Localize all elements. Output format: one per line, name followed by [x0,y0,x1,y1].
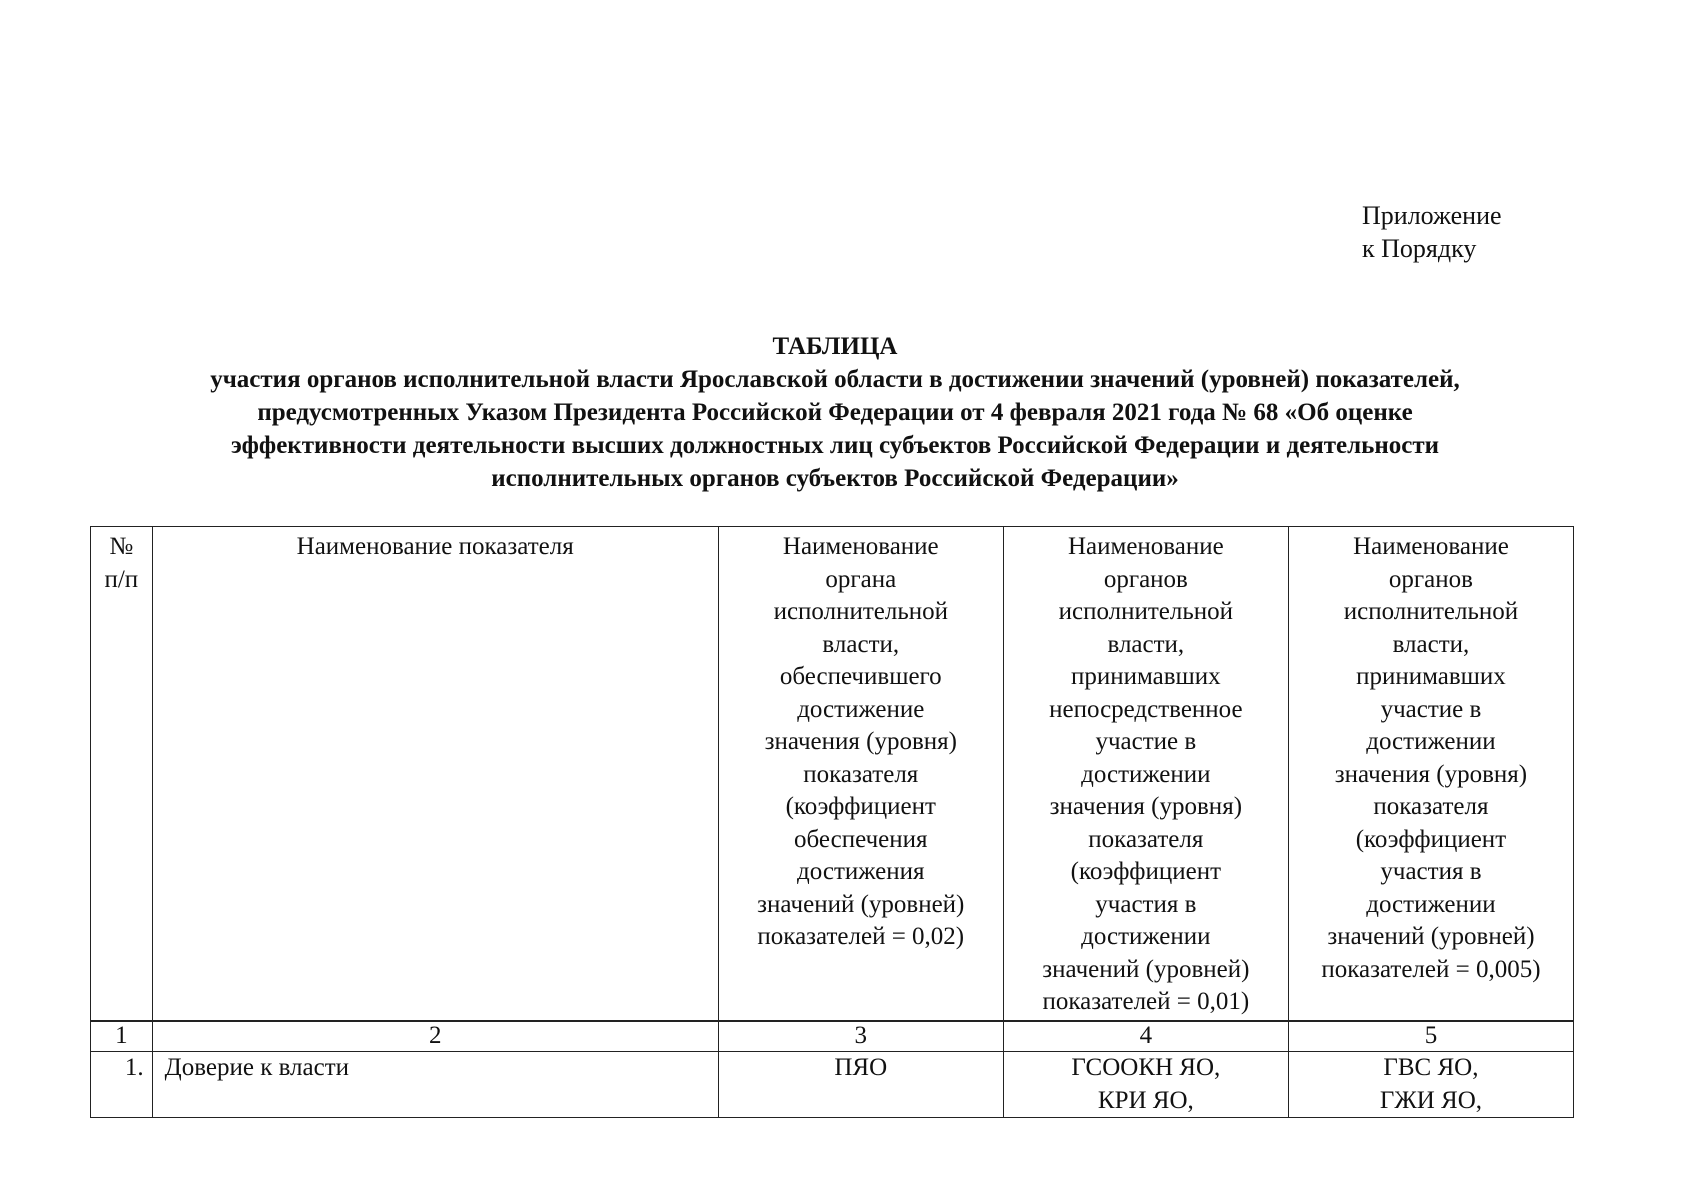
cell-line: обеспечения [794,825,928,853]
cell-line: участия в [1095,890,1197,918]
cell-line: показателей = 0,02) [757,923,965,950]
cell-line: достижении [1366,890,1496,918]
cell-line: значений (уровней) [757,890,965,918]
cell-line: органа [825,565,897,593]
appendix-line-1: Приложение [1362,201,1502,230]
cell-line: власти, [1107,630,1185,658]
cell-line: власти, [822,630,900,658]
cell-line: ГЖИ ЯО, [1379,1086,1482,1114]
cell-line: органов [1388,565,1473,593]
cell-line: участия в [1380,858,1482,885]
cell-line: власти, [1392,630,1470,658]
cell-line: ГСООКН ЯО, [1071,1054,1221,1081]
cell-line: показателя [1088,825,1204,853]
cell-line: значений (уровней) [1042,955,1250,983]
cell-line: значения (уровня) [764,728,957,755]
document-title [90,330,1580,495]
title-line-1: участия органов исполнительной власти Ярославской области в достижении значений (уровней) показателей, [210,366,1460,393]
cell-line: № [109,533,134,560]
header-col-1 [91,527,153,1022]
title-line-4: исполнительных органов субъектов Российской Федерации» [491,465,1179,492]
cell-line: исполнительной [1343,598,1519,625]
column-number: 3 [718,1021,1003,1052]
cell-line: органов [1103,565,1188,593]
cell-line: участие в [1095,728,1197,755]
column-number: 2 [152,1021,718,1052]
cell-line: показателей = 0,005) [1321,955,1541,983]
row-number: 1. [91,1052,153,1118]
header-col-2 [152,527,718,1022]
cell-line: КРИ ЯО, [1097,1086,1194,1114]
cell-line: (коэффициент [785,793,936,820]
cell-line: Наименование [1353,533,1509,560]
column-numbers-row [91,1021,1574,1052]
cell-line: принимавших [1356,663,1506,690]
cell-line: п/п [104,565,139,593]
cell-line: достижении [1366,728,1496,755]
direct-participants [1003,1052,1288,1118]
cell-line: достижения [797,858,925,885]
title-line-2: предусмотренных Указом Президента Российской Федерации от 4 февраля 2021 года № 68 «Об оценке [257,399,1413,426]
cell-line: значения (уровня) [1049,793,1243,820]
cell-line: Наименование [1067,533,1224,560]
cell-line: показателя [803,760,919,788]
cell-line: достижении [1081,923,1211,950]
cell-line: значений (уровней) [1327,923,1535,950]
title-main: ТАБЛИЦА [772,333,898,360]
table-row [91,1052,1574,1118]
cell-line: (коэффициент [1355,825,1507,853]
column-number: 5 [1288,1021,1573,1052]
header-table [90,526,1574,1022]
cell-line: исполнительной [1058,598,1234,625]
cell-line: значения (уровня) [1334,760,1528,788]
appendix-line-2: к Порядку [1362,234,1477,263]
body-table [90,1020,1574,1118]
header-col-5 [1288,527,1573,1022]
cell-line: обеспечившего [779,663,942,690]
column-number: 1 [91,1021,153,1052]
appendix-note [1362,199,1502,265]
header-col-4 [1003,527,1288,1022]
header-col-3 [718,527,1003,1022]
cell-line: достижении [1081,760,1211,788]
title-line-3: эффективности деятельности высших должностных лиц субъектов Российской Федерации и деятельности [230,432,1440,459]
header-row [91,527,1574,1022]
cell-line: исполнительной [773,598,948,625]
cell-line: Наименование [782,533,939,560]
cell-line: принимавших [1070,663,1221,690]
cell-line: показателя [1373,793,1489,820]
indicator-name: Доверие к власти [152,1052,718,1118]
column-number: 4 [1003,1021,1288,1052]
cell-line: Наименование показателя [296,533,574,560]
cell-line: (коэффициент [1070,858,1222,885]
cell-line: непосредственное [1049,695,1243,723]
responsible-body: ПЯО [718,1052,1003,1118]
cell-line: ГВС ЯО, [1383,1054,1479,1081]
cell-line: участие в [1380,695,1482,723]
cell-line: достижение [797,695,925,723]
cell-line: показателей = 0,01) [1042,988,1250,1015]
participants [1288,1052,1573,1118]
